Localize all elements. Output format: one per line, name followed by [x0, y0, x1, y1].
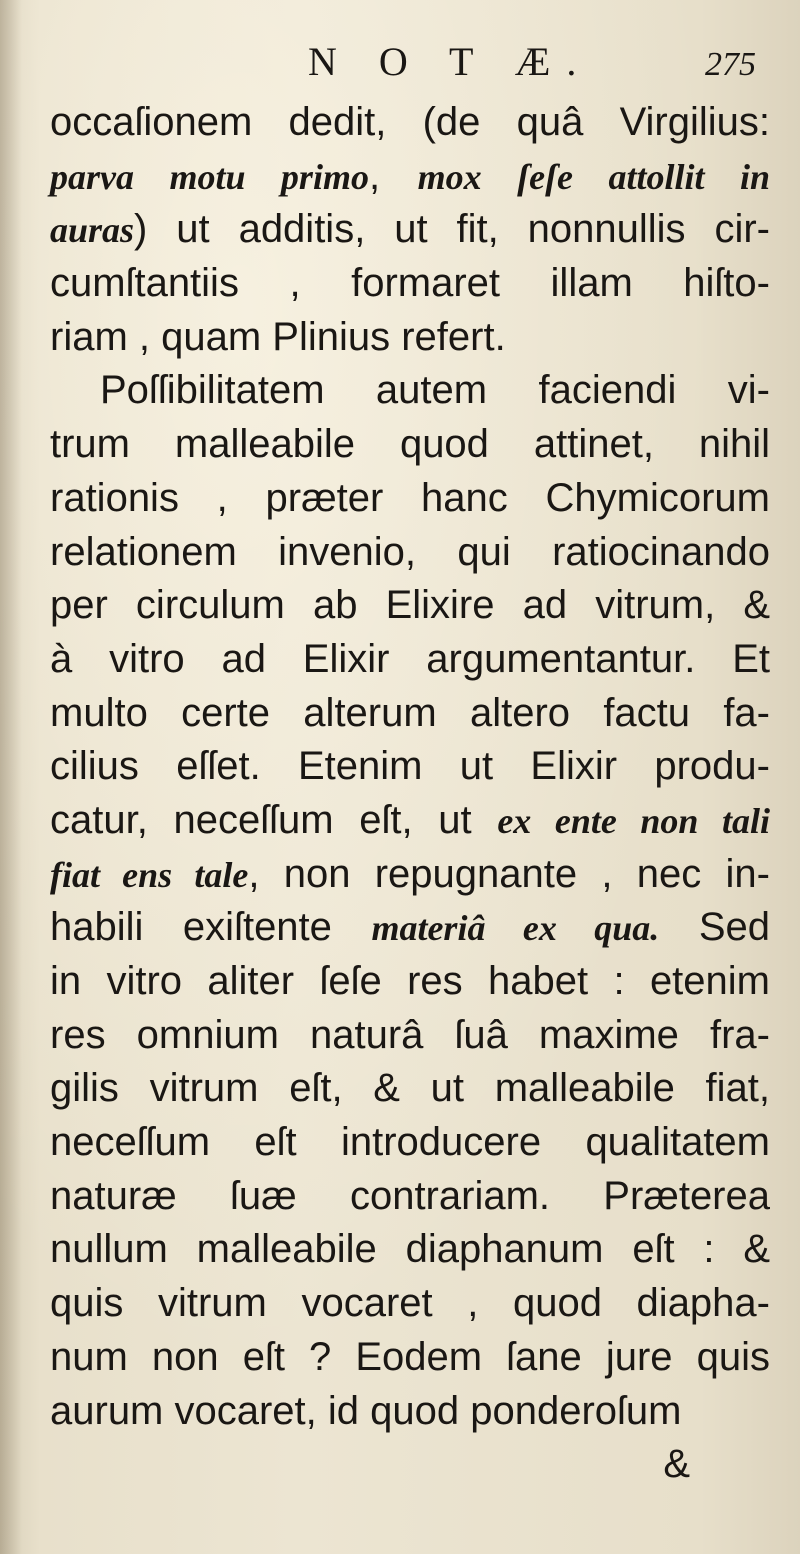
text-line [50, 96, 770, 150]
text-line [50, 794, 770, 848]
text-segment: habili exiſtente [50, 905, 372, 950]
italic-text: ex ente non tali [497, 800, 770, 841]
catchword: & [663, 1442, 690, 1487]
text-line [50, 687, 770, 741]
text-line [50, 418, 770, 472]
text-segment: à vitro ad Elixir argumentantur. Et [50, 636, 770, 681]
text-segment: occaſionem dedit, (de quâ Virgilius: [50, 100, 770, 144]
italic-text: parva motu primo [50, 156, 369, 197]
text-line [50, 848, 770, 902]
text-line [50, 364, 770, 418]
text-line [50, 1277, 770, 1331]
text-line [50, 150, 770, 204]
text-segment: Sed [659, 905, 771, 950]
text-segment: rationis , præter hanc Chymicorum [50, 475, 770, 520]
text-segment: multo certe alterum altero factu fa- [50, 690, 770, 735]
text-segment: relationem invenio, qui ratiocinando [50, 529, 770, 574]
text-line [50, 740, 770, 794]
text-segment: res omnium naturâ ſuâ maxime fra- [50, 1012, 770, 1057]
italic-text: auras [50, 210, 135, 251]
text-segment: , non repugnante , nec in- [248, 851, 770, 896]
text-line [50, 311, 770, 365]
text-segment: neceſſum eſt introducere qualitatem [50, 1120, 770, 1165]
text-segment: riam , quam Plinius refert. [50, 314, 506, 359]
text-segment: cilius eſſet. Etenim ut Elixir produ- [50, 744, 770, 789]
text-segment: per circulum ab Elixire ad vitrum, & [50, 583, 770, 628]
italic-text: materiâ ex qua. [371, 908, 660, 949]
text-line [50, 1116, 770, 1170]
text-line [50, 901, 770, 955]
text-segment: gilis vitrum eſt, & ut malleabile fiat, [50, 1066, 770, 1111]
text-segment: num non eſt ? Eodem ſane jure quis [50, 1334, 770, 1379]
page-header [0, 38, 800, 88]
text-line [50, 1385, 770, 1439]
italic-text: fiat ens tale [50, 854, 249, 895]
text-line [50, 1223, 770, 1277]
text-segment: , [368, 153, 418, 198]
italic-text: mox ſeſe attollit in [417, 156, 770, 197]
text-segment: nullum malleabile diaphanum eſt : & [50, 1227, 770, 1272]
text-segment: naturæ ſuæ contrariam. Præterea [50, 1173, 770, 1218]
text-line [50, 1062, 770, 1116]
text-line [50, 257, 770, 311]
text-line [50, 955, 770, 1009]
text-line [50, 579, 770, 633]
text-line [50, 526, 770, 580]
text-segment: Poſſibilitatem autem faciendi vi- [100, 368, 770, 413]
text-line [50, 1170, 770, 1224]
page-number: 275 [705, 46, 756, 83]
text-line [50, 1009, 770, 1063]
text-line [50, 633, 770, 687]
text-segment: in vitro aliter ſeſe res habet : etenim [50, 959, 770, 1003]
text-segment: trum malleabile quod attinet, nihil [50, 422, 770, 467]
text-segment: aurum vocaret, id quod ponderoſum [50, 1388, 682, 1433]
text-segment: catur, neceſſum eſt, ut [50, 797, 498, 842]
text-line [50, 203, 770, 257]
text-segment: ) ut additis, ut fit, nonnullis cir- [134, 207, 770, 252]
body-text [50, 96, 770, 1492]
text-line [50, 1331, 770, 1385]
gutter-shadow [0, 0, 22, 1554]
text-segment: cumſtantiis , formaret illam hiſto- [50, 261, 770, 306]
text-line [50, 472, 770, 526]
running-head: N O T Æ. [308, 39, 593, 84]
text-segment: quis vitrum vocaret , quod diapha- [50, 1281, 770, 1326]
